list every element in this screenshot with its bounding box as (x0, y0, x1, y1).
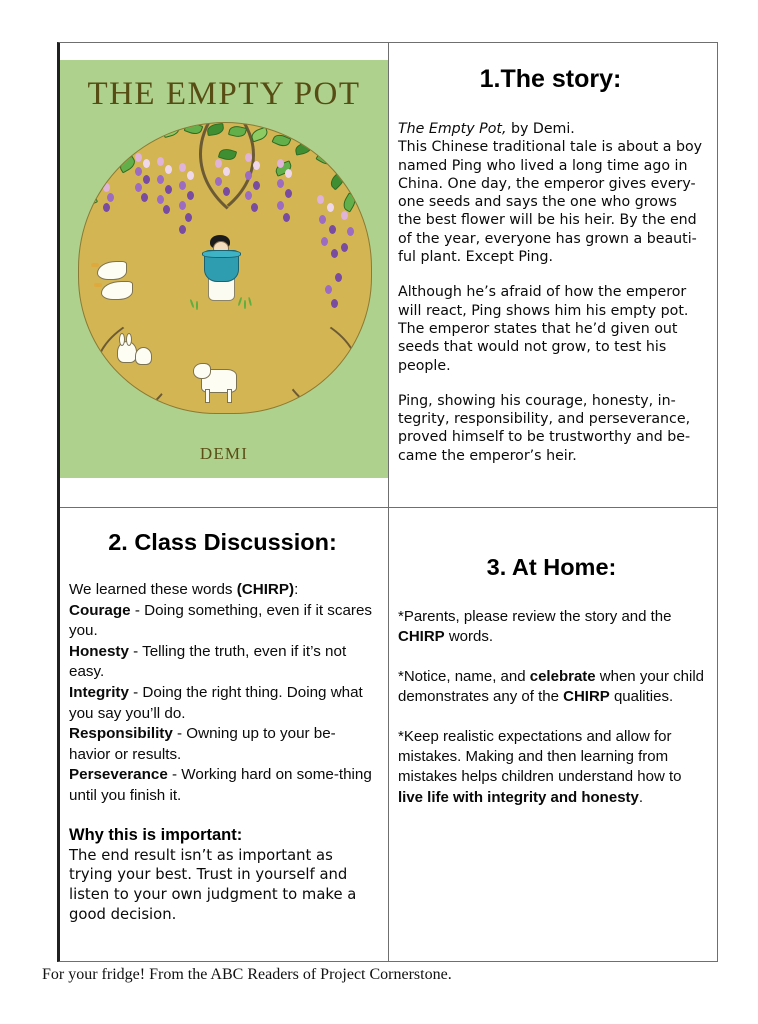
at-home-item-3-text-c: . (638, 788, 644, 806)
blossom (331, 299, 338, 308)
blossom (157, 195, 164, 204)
story-byline-and-intro (398, 120, 703, 266)
at-home-item-1 (398, 607, 705, 648)
blossom (143, 175, 150, 184)
story-cell (389, 43, 717, 507)
blossom (321, 237, 328, 246)
book-cover-illustration-circle (78, 122, 372, 414)
flyer-table (57, 42, 718, 962)
blossom (135, 153, 142, 162)
why-important-heading: Why this is important: (69, 825, 243, 844)
blossom (331, 249, 338, 258)
chirp-term-perseverance: Perseverance (69, 766, 168, 784)
chirp-acronym: (CHIRP) (236, 581, 295, 598)
chirp-term-responsibility: Responsibility (69, 725, 173, 743)
chirp-term-courage: Courage (69, 601, 131, 619)
blossom (165, 185, 172, 194)
chirp-def-honesty: - Telling the truth, even if it’s not easy. (69, 642, 347, 681)
grass-tuft (196, 301, 198, 310)
at-home-item-3 (398, 727, 705, 809)
blossom (251, 203, 258, 212)
at-home-item-2-celebrate: celebrate (529, 667, 596, 685)
blossom (103, 183, 110, 192)
story-paragraph-2: Although he’s afraid of how the emperor will react, Ping shows him his empty pot. The emperor states that he’d given out seeds that would not grow, to test his people. (398, 284, 689, 374)
blossom (253, 161, 260, 170)
blossom (135, 183, 142, 192)
blossom (327, 203, 334, 212)
blossom (157, 157, 164, 166)
at-home-item-1-text-c: words. (444, 628, 494, 646)
blossom (341, 211, 348, 220)
at-home-pane (389, 508, 717, 808)
at-home-item-1-text-a: *Parents, please review the story and the (398, 608, 672, 625)
table-row-top (60, 43, 717, 507)
blossom (325, 285, 332, 294)
story-heading: 1.The story: (479, 65, 622, 93)
blossom (329, 225, 336, 234)
chirp-intro-colon: : (294, 581, 299, 598)
blossom (347, 227, 354, 236)
rabbit-ear (126, 333, 132, 346)
goat-head (193, 363, 211, 379)
chirp-term-integrity: Integrity (69, 683, 129, 701)
goat-leg (227, 389, 232, 403)
goose-beak (91, 263, 99, 267)
blossom (187, 171, 194, 180)
blossom (277, 159, 284, 168)
class-discussion-heading: 2. Class Discussion: (108, 529, 337, 555)
at-home-heading: 3. At Home: (486, 554, 617, 580)
grass-tuft (244, 300, 246, 309)
blossom (277, 179, 284, 188)
blossom (187, 191, 194, 200)
blossom (157, 175, 164, 184)
why-important-body: The end result isn’t as important as trying your best. Trust in yourself and listen to your own judgment to make a good decision. (69, 846, 357, 923)
class-discussion-pane (60, 508, 388, 925)
story-paragraph-1: This Chinese traditional tale is about a boy named Ping who lived a long time ago in China. One day, the emperor gives every-one seeds and says the one who grows the best flower will be his heir. By the end of the year, everyone has grown a beauti-ful plant. Except Ping. (398, 139, 703, 266)
blossom (245, 171, 252, 180)
at-home-item-1-chirp: CHIRP (398, 628, 445, 646)
empty-pot-rim (202, 250, 241, 258)
class-discussion-cell (60, 508, 389, 961)
blossom (179, 201, 186, 210)
blossom (285, 189, 292, 198)
at-home-item-2 (398, 667, 705, 708)
blossom (245, 153, 252, 162)
blossom (179, 163, 186, 172)
at-home-item-2-chirp: CHIRP (563, 688, 610, 706)
blossom (223, 187, 230, 196)
at-home-item-2-text-e: qualities. (609, 688, 674, 706)
book-cover-title: THE EMPTY POT (87, 76, 361, 112)
goose (97, 261, 127, 280)
at-home-item-3-emphasis: live life with integrity and honesty (398, 788, 639, 806)
blossom (277, 201, 284, 210)
chirp-def-responsibility: - Owning up to your be-havior or results. (69, 725, 336, 763)
blossom (215, 177, 222, 186)
chirp-intro-text: We learned these words (69, 581, 237, 598)
chirp-word-list (69, 580, 376, 807)
rabbit-ear (119, 333, 125, 346)
boy-with-pot (201, 235, 241, 305)
blossom (185, 213, 192, 222)
footer-note: For your fridge! From the ABC Readers of Project Cornerstone. (42, 966, 452, 983)
blossom (317, 195, 324, 204)
table-row-bottom (60, 507, 717, 961)
blossom (143, 159, 150, 168)
chirp-def-courage: - Doing something, even if it scares you. (69, 601, 373, 640)
book-cover-author: DEMI (199, 444, 249, 463)
blossom (141, 193, 148, 202)
rabbit (135, 347, 152, 365)
blossom (103, 203, 110, 212)
at-home-item-3-text-a: *Keep realistic expectations and allow for mistakes. Making and then learning from mistakes helps children understand how to (398, 727, 682, 786)
blossom (283, 213, 290, 222)
chirp-def-integrity: - Doing the right thing. Doing what you say you’ll do. (69, 683, 363, 722)
blossom (319, 215, 326, 224)
chirp-def-perseverance: - Working hard on some-thing until you finish it. (69, 766, 372, 804)
book-cover-image (60, 60, 388, 478)
goose (101, 281, 133, 300)
blossom (165, 165, 172, 174)
at-home-item-2-text-c: when your child demonstrates any of the (398, 667, 705, 706)
blossom (107, 193, 114, 202)
blossom (253, 181, 260, 190)
blossom (285, 169, 292, 178)
goat-leg (205, 389, 210, 403)
book-cover-cell (60, 43, 389, 507)
book-byline: by Demi. (506, 121, 575, 137)
blossom (135, 167, 142, 176)
blossom (163, 205, 170, 214)
goose-beak (94, 283, 102, 287)
blossom (335, 273, 342, 282)
blossom (245, 191, 252, 200)
blossom (215, 159, 222, 168)
at-home-cell (389, 508, 717, 961)
story-pane (389, 43, 717, 465)
story-paragraph-3: Ping, showing his courage, honesty, in-tegrity, responsibility, and perseverance, proved himself to be trustworthy and be-came the emperor’s heir. (398, 392, 691, 464)
blossom (223, 167, 230, 176)
book-title-italic: The Empty Pot, (398, 121, 507, 137)
blossom (179, 225, 186, 234)
chirp-term-honesty: Honesty (69, 642, 129, 660)
blossom (179, 181, 186, 190)
blossom (341, 243, 348, 252)
at-home-item-2-text-a: *Notice, name, and (398, 667, 530, 685)
